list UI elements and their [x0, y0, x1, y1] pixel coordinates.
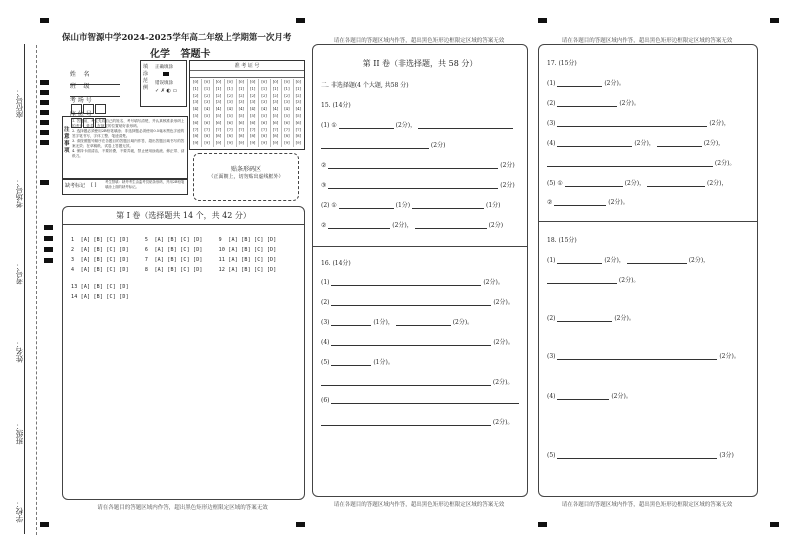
answer-line[interactable] — [331, 345, 491, 346]
answer-line[interactable] — [328, 168, 498, 169]
answer-line[interactable] — [415, 228, 487, 229]
exam-digit-bubble[interactable]: [4] — [272, 106, 279, 112]
margin-line — [24, 44, 25, 534]
notes-heading: 注意事项 — [64, 127, 70, 154]
score-label: (2分)， — [392, 222, 413, 229]
exam-digit-bubble[interactable]: [3] — [272, 99, 279, 105]
exam-digit-bubble[interactable]: [7] — [204, 126, 210, 132]
absent-note: 考生禁填：缺考考生由监考员贴条形码，并用2B铅笔填涂上面的缺考标记。 — [105, 180, 185, 189]
q15-label: (2) ① — [321, 202, 337, 209]
score-label: (2分)。 — [714, 160, 736, 167]
score-label: (2分)。 — [719, 353, 740, 360]
bottom-notice-2: 请在各题目的答题区域内作答，超出黑色矩形边框限定区域的答案无效 — [333, 502, 505, 508]
q16-line[interactable] — [321, 357, 394, 366]
exam-digit-bubble[interactable]: [1] — [261, 85, 267, 91]
score-label: (2分)， — [604, 257, 625, 264]
exam-digit-bubble[interactable]: [5] — [295, 112, 301, 118]
timing-mark — [44, 225, 53, 230]
notes-item: 3. 请按照题号顺序在各题目的答题区域内作答，超出答题区域书写的答案无效；在草稿纸、试卷上答题无效。 — [72, 139, 185, 148]
exam-digit-bubble[interactable]: [9] — [272, 140, 279, 146]
exam-digit-bubble[interactable]: [8] — [295, 133, 301, 139]
answer-line[interactable] — [321, 385, 491, 386]
q16-line[interactable] — [321, 417, 513, 426]
exam-digit-bubble[interactable]: [3] — [215, 99, 222, 105]
fill-example-box — [140, 60, 187, 107]
notes-text — [72, 119, 185, 159]
choice-row[interactable]: 2 [A] [B] [C] [D] 6 [A] [B] [C] [D] 10 [A] [B] [C] [D] — [71, 247, 277, 253]
exam-digit-bubble[interactable]: [6] — [284, 119, 290, 125]
seat-label: 座 位 号 — [69, 111, 92, 118]
q15-line[interactable] — [321, 220, 503, 229]
q17-label: (5) ① — [547, 180, 563, 187]
exam-digit-bubble[interactable]: [5] — [261, 112, 267, 118]
exam-digit-bubble[interactable]: [2] — [272, 92, 279, 98]
exam-digit-bubble[interactable]: [0] — [238, 79, 244, 84]
answer-sheet-subtitle: 化学 答题卡 — [150, 49, 211, 60]
timing-mark — [40, 110, 49, 115]
answer-line[interactable] — [418, 128, 513, 129]
exam-digit-bubble[interactable]: [6] — [261, 119, 267, 125]
exam-number-grid[interactable] — [189, 60, 305, 150]
choice-row[interactable]: 4 [A] [B] [C] [D] 8 [A] [B] [C] [D] 12 [A] [B] [C] [D] — [71, 267, 277, 273]
q16-label: (4) — [321, 339, 330, 346]
section2-panel — [312, 44, 528, 497]
score-label: (2分)。 — [611, 393, 632, 400]
score-label: (1分) — [395, 202, 411, 209]
exam-digit-bubble[interactable]: [5] — [215, 112, 222, 118]
answer-line[interactable] — [328, 228, 390, 229]
q17-label: (4) — [547, 140, 556, 147]
fill-wrong-marks: ✓ ✗ ◐ ▭ — [155, 88, 178, 94]
score-label: (2分) — [500, 182, 515, 189]
q18-label: (1) — [547, 257, 556, 264]
choice-row[interactable]: 1 [A] [B] [C] [D] 5 [A] [B] [C] [D] 9 [A] [B] [C] [D] — [71, 237, 277, 243]
corner-mark — [770, 18, 779, 23]
exam-digit-bubble[interactable]: [7] — [193, 126, 199, 132]
exam-digit-bubble[interactable]: [8] — [250, 133, 256, 139]
exam-digit-bubble[interactable]: [1] — [250, 85, 256, 91]
timing-mark — [44, 236, 53, 241]
score-label: (2分)， — [624, 180, 646, 187]
answer-line[interactable] — [321, 425, 491, 426]
exam-digit-bubble[interactable]: [5] — [238, 112, 244, 118]
exam-digit-bubble[interactable]: [7] — [250, 126, 256, 132]
exam-digit-bubble[interactable]: [8] — [238, 133, 244, 139]
exam-room-label: 考 场 号 — [69, 97, 92, 104]
q18-line[interactable] — [547, 351, 740, 360]
score-label: (2分)。 — [614, 315, 635, 322]
score-label: (2分) — [430, 142, 446, 149]
answer-line[interactable] — [557, 399, 609, 400]
exam-digit-bubble[interactable]: [8] — [193, 133, 199, 139]
barcode-area — [193, 153, 299, 201]
absent-checkbox[interactable]: [ ] — [91, 182, 97, 188]
exam-digit-bubble[interactable]: [8] — [215, 133, 222, 139]
exam-digit-bubble[interactable]: [2] — [261, 92, 267, 98]
timing-mark — [40, 120, 49, 125]
exam-digit-bubble[interactable]: [4] — [295, 106, 301, 112]
q18-line[interactable] — [547, 313, 635, 322]
answer-line[interactable] — [331, 403, 519, 404]
exam-number-header-line — [190, 77, 304, 78]
exam-digit-bubble[interactable]: [9] — [215, 140, 222, 146]
q18-label: (4) — [547, 393, 556, 400]
score-label: (1分)。 — [373, 359, 394, 366]
corner-mark — [296, 18, 305, 23]
score-label: (2分)， — [709, 120, 730, 127]
exam-digit-bubble[interactable]: [9] — [193, 140, 199, 146]
score-label: (2分)。 — [493, 339, 514, 346]
margin-school-label: 学校： — [15, 500, 24, 523]
score-label: (2分)。 — [604, 80, 625, 87]
corner-mark — [40, 18, 49, 23]
exam-digit-bubble[interactable]: [3] — [204, 99, 210, 105]
section2-title: 第 II 卷（非选择题，共 58 分） — [362, 59, 478, 68]
q18-label: (5) — [547, 452, 556, 459]
exam-digit-bubble[interactable]: [6] — [193, 119, 199, 125]
exam-digit-bubble[interactable]: [2] — [227, 92, 233, 98]
exam-digit-bubble[interactable]: [0] — [250, 79, 256, 84]
score-label: (2分)。 — [608, 199, 629, 206]
answer-line[interactable] — [554, 205, 606, 206]
score-label: (2分) — [500, 162, 515, 169]
q17-line[interactable] — [547, 98, 640, 107]
q15-line[interactable] — [321, 140, 445, 149]
score-label: (2分)。 — [493, 299, 514, 306]
q15-label: ③ — [321, 182, 327, 189]
answer-line[interactable] — [657, 146, 702, 147]
exam-digit-bubble[interactable]: [2] — [193, 92, 199, 98]
q15-line[interactable] — [321, 200, 500, 209]
timing-mark — [40, 180, 49, 185]
answer-line[interactable] — [331, 365, 371, 366]
exam-digit-bubble[interactable]: [9] — [261, 140, 267, 146]
q16-line[interactable] — [321, 377, 513, 386]
exam-digit-bubble[interactable]: [2] — [250, 92, 256, 98]
exam-digit-bubble[interactable]: [0] — [193, 79, 199, 84]
top-notice-2: 请在各题目的答题区域内作答，超出黑色矩形边框限定区域的答案无效 — [333, 38, 505, 44]
exam-title: 保山市智源中学2024-2025学年高二年级上学期第一次月考 — [62, 33, 292, 43]
exam-digit-bubble[interactable]: [9] — [250, 140, 256, 146]
answer-line[interactable] — [557, 126, 707, 127]
exam-digit-bubble[interactable]: [3] — [295, 99, 301, 105]
section1-divider — [63, 224, 304, 225]
section2-subtitle: 二. 非选择题(4 个大题, 共58 分) — [321, 82, 409, 89]
answer-line[interactable] — [627, 263, 687, 264]
answer-line[interactable] — [547, 283, 617, 284]
exam-digit-bubble[interactable]: [0] — [272, 79, 279, 84]
exam-digit-bubble[interactable]: [8] — [272, 133, 279, 139]
answer-line[interactable] — [321, 148, 429, 149]
exam-digit-bubble[interactable]: [4] — [284, 106, 290, 112]
q16-line[interactable] — [321, 297, 514, 306]
notes-item: 1. 答题前，考生先将自己的姓名、考号填写清楚，并认真核准条形码上的考号、姓名，在规定的位置贴好条形码。 — [72, 119, 185, 128]
corner-mark — [538, 18, 547, 23]
exam-digit-bubble[interactable]: [6] — [227, 119, 233, 125]
q17-line[interactable] — [547, 158, 735, 167]
timing-mark — [44, 247, 53, 252]
exam-digit-bubble[interactable]: [3] — [193, 99, 199, 105]
score-label: (2分)。 — [492, 379, 514, 386]
exam-digit-bubble[interactable]: [8] — [284, 133, 290, 139]
exam-digit-bubble[interactable]: [6] — [204, 119, 210, 125]
timing-mark — [40, 130, 49, 135]
exam-digit-bubble[interactable]: [1] — [284, 85, 290, 91]
fill-correct-label: 正确填涂 — [155, 65, 173, 70]
exam-digit-bubble[interactable]: [0] — [261, 79, 267, 84]
q16-line[interactable] — [321, 317, 473, 326]
margin-seat-label: 座位号： — [15, 88, 24, 118]
exam-digit-bubble[interactable]: [7] — [272, 126, 279, 132]
fill-wrong-label: 错误填涂 — [155, 81, 173, 86]
q18-label: (3) — [547, 353, 556, 360]
answer-line[interactable] — [412, 208, 484, 209]
q17-label: (2) — [547, 100, 556, 107]
absent-box — [62, 178, 188, 195]
exam-digit-bubble[interactable]: [6] — [295, 119, 301, 125]
q15-label: (1) ① — [321, 122, 337, 129]
score-label: (2分)。 — [618, 277, 640, 284]
bottom-notice-3: 请在各题目的答题区域内作答，超出黑色矩形边框限定区域的答案无效 — [561, 502, 733, 508]
score-label: (1分) — [485, 202, 501, 209]
q16-line[interactable] — [321, 277, 504, 286]
exam-digit-bubble[interactable]: [4] — [193, 106, 199, 112]
corner-mark — [538, 522, 547, 527]
exam-digit-bubble[interactable]: [5] — [284, 112, 290, 118]
timing-mark — [44, 258, 53, 263]
exam-digit-bubble[interactable]: [8] — [204, 133, 210, 139]
margin-class-label: 班级： — [15, 422, 24, 445]
q16-line[interactable] — [321, 337, 514, 346]
score-label: (2分)。 — [452, 319, 474, 326]
answer-line[interactable] — [557, 146, 632, 147]
exam-number-header-line — [190, 70, 304, 71]
q15-label: ② — [321, 162, 327, 169]
q17-line[interactable] — [547, 78, 625, 87]
exam-digit-bubble[interactable]: [7] — [261, 126, 267, 132]
exam-digit-bubble[interactable]: [6] — [272, 119, 279, 125]
score-label: (2分)， — [706, 180, 728, 187]
exam-digit-bubble[interactable]: [0] — [204, 79, 210, 84]
exam-digit-bubble[interactable]: [1] — [204, 85, 210, 91]
answer-line[interactable] — [396, 325, 451, 326]
exam-digit-bubble[interactable]: [8] — [227, 133, 233, 139]
answer-line[interactable] — [331, 285, 481, 286]
score-label: (2分) — [488, 222, 504, 229]
exam-digit-bubble[interactable]: [1] — [238, 85, 244, 91]
exam-digit-bubble[interactable]: [1] — [272, 85, 279, 91]
exam-digit-bubble[interactable]: [3] — [250, 99, 256, 105]
timing-mark — [40, 140, 49, 145]
answer-line[interactable] — [331, 325, 371, 326]
q18-line[interactable] — [547, 275, 639, 284]
exam-digit-bubble[interactable]: [1] — [295, 85, 301, 91]
exam-digit-bubble[interactable]: [6] — [250, 119, 256, 125]
exam-digit-bubble[interactable]: [9] — [204, 140, 210, 146]
exam-digit-bubble[interactable]: [1] — [193, 85, 199, 91]
q18-label: (2) — [547, 315, 556, 322]
exam-digit-bubble[interactable]: [1] — [227, 85, 233, 91]
q15-label: ② — [321, 222, 327, 229]
answer-line[interactable] — [557, 106, 617, 107]
q18-line[interactable] — [547, 450, 734, 459]
score-label: (2分)。 — [619, 100, 640, 107]
choice-row[interactable]: 3 [A] [B] [C] [D] 7 [A] [B] [C] [D] 11 [A] [B] [C] [D] — [71, 257, 277, 263]
exam-digit-bubble[interactable]: [2] — [238, 92, 244, 98]
exam-digit-bubble[interactable]: [4] — [261, 106, 267, 112]
top-notice-3: 请在各题目的答题区域内作答，超出黑色矩形边框限定区域的答案无效 — [561, 38, 733, 44]
barcode-label: 贴条形码区 — [230, 166, 261, 173]
q16-header: 16. (14分) — [321, 260, 351, 267]
answer-line[interactable] — [557, 359, 717, 360]
timing-mark — [40, 90, 49, 95]
corner-mark — [770, 522, 779, 527]
score-label: (1分)， — [373, 319, 394, 326]
timing-mark — [40, 80, 49, 85]
exam-digit-bubble[interactable]: [2] — [295, 92, 301, 98]
answer-line[interactable] — [565, 186, 623, 187]
q16-line[interactable] — [321, 397, 519, 404]
exam-digit-bubble[interactable]: [9] — [227, 140, 233, 146]
score-label: (2分)， — [395, 122, 417, 129]
margin-examno-label: 考号： — [15, 262, 24, 285]
q17-label: (1) — [547, 80, 556, 87]
exam-number-label: 准 考 证 号 — [234, 63, 260, 69]
choice-row[interactable]: 14 [A] [B] [C] [D] — [71, 294, 129, 300]
answer-line[interactable] — [331, 305, 491, 306]
exam-digit-bubble[interactable]: [3] — [284, 99, 290, 105]
answer-line[interactable] — [328, 188, 498, 189]
exam-digit-bubble[interactable]: [4] — [250, 106, 256, 112]
q17-label: (3) — [547, 120, 556, 127]
exam-digit-bubble[interactable]: [3] — [261, 99, 267, 105]
exam-digit-bubble[interactable]: [5] — [250, 112, 256, 118]
exam-digit-bubble[interactable]: [9] — [295, 140, 301, 146]
q16-label: (1) — [321, 279, 330, 286]
corner-mark — [296, 522, 305, 527]
corner-mark — [40, 522, 49, 527]
section1-panel — [62, 206, 305, 500]
exam-digit-bubble[interactable]: [5] — [227, 112, 233, 118]
q17-line[interactable] — [547, 138, 724, 147]
exam-digit-column[interactable] — [293, 79, 304, 147]
exam-digit-bubble[interactable]: [0] — [215, 79, 222, 84]
exam-digit-bubble[interactable]: [1] — [215, 85, 222, 91]
fill-correct-mark — [163, 72, 169, 76]
q16-label: (5) — [321, 359, 330, 366]
answer-line[interactable] — [339, 208, 394, 209]
exam-digit-bubble[interactable]: [0] — [284, 79, 290, 84]
answer-line[interactable] — [647, 186, 705, 187]
absent-label: 缺考标记 — [65, 183, 86, 189]
q15-line[interactable] — [321, 180, 515, 189]
answer-line[interactable] — [547, 166, 713, 167]
exam-digit-bubble[interactable]: [7] — [238, 126, 244, 132]
exam-digit-bubble[interactable]: [4] — [227, 106, 233, 112]
notes-box — [62, 116, 188, 180]
section1-title: 第 I 卷（选择题共 14 个，共 42 分） — [116, 211, 251, 220]
q17-header: 17. (15分) — [547, 60, 577, 67]
q17-label: ② — [547, 199, 553, 206]
exam-digit-bubble[interactable]: [5] — [272, 112, 279, 118]
exam-digit-bubble[interactable]: [5] — [204, 112, 210, 118]
q15-line[interactable] — [321, 120, 513, 129]
q16-label: (2) — [321, 299, 330, 306]
margin-name-label: 姓名： — [15, 340, 24, 363]
choice-row[interactable]: 13 [A] [B] [C] [D] — [71, 284, 129, 290]
q15-header: 15. (14分) — [321, 102, 351, 109]
score-label: (3分) — [719, 452, 734, 459]
q17-line[interactable] — [547, 197, 629, 206]
q18-line[interactable] — [547, 391, 632, 400]
exam-digit-bubble[interactable]: [6] — [215, 119, 222, 125]
bottom-notice-1: 请在各题目的答题区域内作答，超出黑色矩形边框限定区域的答案无效 — [97, 505, 268, 511]
exam-digit-bubble[interactable]: [3] — [227, 99, 233, 105]
exam-digit-bubble[interactable]: [9] — [238, 140, 244, 146]
exam-digit-bubble[interactable]: [7] — [215, 126, 222, 132]
exam-digit-bubble[interactable]: [9] — [284, 140, 290, 146]
q17-line[interactable] — [547, 118, 730, 127]
fill-example-label: 填涂范例 — [143, 64, 149, 91]
exam-digit-bubble[interactable]: [4] — [238, 106, 244, 112]
score-label: (2分)。 — [483, 279, 504, 286]
binding-line — [36, 45, 37, 535]
answer-line[interactable] — [557, 321, 612, 322]
name-label: 姓 名 — [69, 71, 90, 78]
q16-label: (3) — [321, 319, 330, 326]
exam-digit-bubble[interactable]: [3] — [238, 99, 244, 105]
exam-digit-bubble[interactable]: [8] — [261, 133, 267, 139]
exam-digit-bubble[interactable]: [0] — [295, 79, 301, 84]
class-label: 班 级 — [69, 83, 90, 90]
exam-digit-bubble[interactable]: [7] — [295, 126, 301, 132]
exam-digit-bubble[interactable]: [2] — [284, 92, 290, 98]
notes-item: 2. 选择题必须使用2B铅笔填涂；非选择题必须使用0.5毫米黑色字迹的签字笔书写，字体工整、笔迹清楚。 — [72, 129, 185, 138]
exam-digit-bubble[interactable]: [6] — [238, 119, 244, 125]
notes-item: 4. 保持卡面清洁，不要折叠，不要弄破，禁止使用涂改液、修正带、刮纸刀。 — [72, 149, 185, 158]
exam-digit-bubble[interactable]: [4] — [215, 106, 222, 112]
q18-line[interactable] — [547, 255, 709, 264]
margin-room-label: 考场号： — [15, 178, 24, 208]
q15-q16-divider — [313, 246, 527, 247]
answer-line[interactable] — [557, 458, 717, 459]
q18-header: 18. (15分) — [547, 237, 577, 244]
exam-digit-bubble[interactable]: [2] — [215, 92, 222, 98]
exam-digit-bubble[interactable]: [0] — [227, 79, 233, 84]
timing-mark — [40, 100, 49, 105]
answer-panel-3 — [538, 44, 758, 497]
q17-line[interactable] — [547, 178, 727, 187]
score-label: (2分)。 — [492, 419, 514, 426]
q15-line[interactable] — [321, 160, 515, 169]
q17-q18-divider — [539, 221, 757, 222]
exam-digit-bubble[interactable]: [7] — [284, 126, 290, 132]
answer-line[interactable] — [339, 128, 394, 129]
q16-label: (6) — [321, 397, 330, 404]
score-label: (2分)， — [688, 257, 710, 264]
score-label: (2分)， — [634, 140, 655, 147]
score-label: (2分)， — [703, 140, 725, 147]
exam-digit-bubble[interactable]: [5] — [193, 112, 199, 118]
exam-digit-bubble[interactable]: [4] — [204, 106, 210, 112]
answer-line[interactable] — [557, 86, 602, 87]
answer-line[interactable] — [557, 263, 602, 264]
exam-digit-bubble[interactable]: [2] — [204, 92, 210, 98]
exam-digit-bubble[interactable]: [7] — [227, 126, 233, 132]
barcode-hint: （正面朝上，切勿贴出虚线框外） — [208, 174, 284, 180]
